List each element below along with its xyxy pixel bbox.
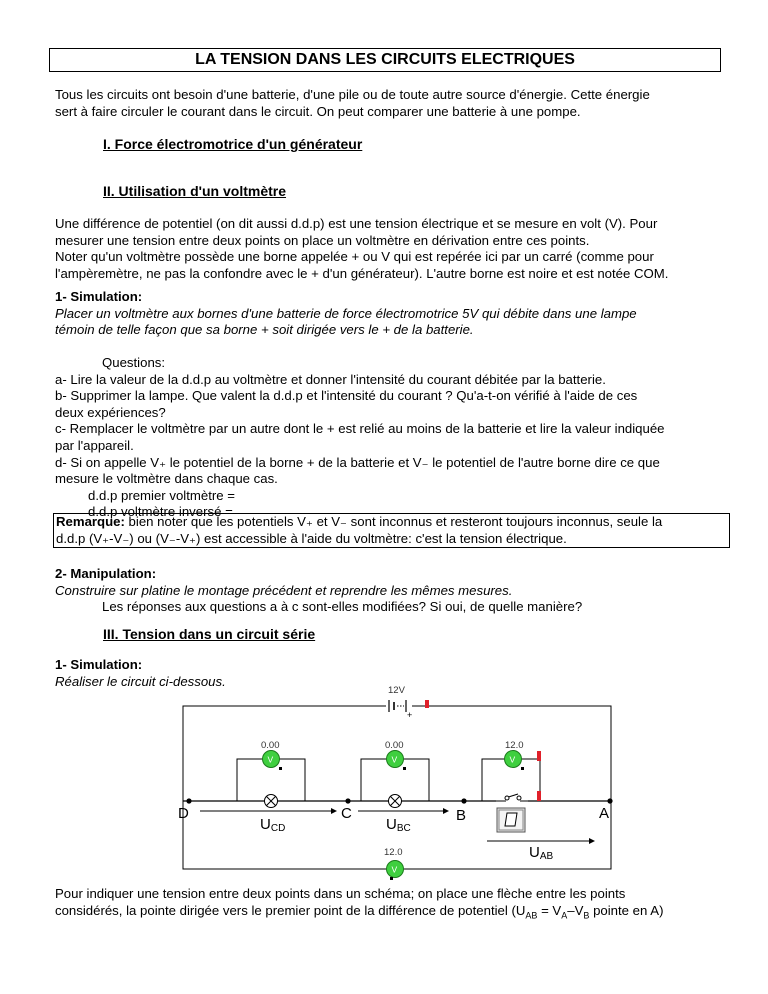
voltmeter-3[interactable] bbox=[505, 751, 525, 771]
remark-box: Remarque: bien noter que les potentiels V₊ et V₋ sont inconnus et resteront toujours inconnus, seule la d.d.p (V₊-V₋) ou (V₋-V₊) est accessible à l'aide du voltmètre: c'est la tension électrique. bbox=[53, 513, 730, 548]
simulation-3: 1- Simulation: Réaliser le circuit ci-dessous. bbox=[55, 657, 226, 689]
section-3-heading: III. Tension dans un circuit série bbox=[103, 626, 316, 642]
section-1-heading: I. Force électromotrice d'un générateur bbox=[103, 136, 363, 152]
questions: Questions: a- Lire la valeur de la d.d.p au voltmètre et donner l'intensité du courant débitée par la batterie. b- Supprimer la lampe. Que valent la d.d.p et l'intensité du courant ? Qu'a-t-on vérifié à l'aide de ces deux expériences? c- Remplacer le voltmètre par un autre dont le + est relié au moins de la batterie et lire la valeur indiquée par l'appareil. d- Si on appelle V₊ le potentiel de la borne + de la batterie et V₋ le potentiel de l'autre borne dire ce que mesure le voltmètre dans chaque cas. d.d.p premier voltmètre = d.d.p voltmètre inversé = bbox=[55, 355, 665, 520]
battery[interactable] bbox=[386, 699, 429, 720]
voltmeter-3-marker bbox=[537, 751, 541, 761]
label-ubc: UBC bbox=[386, 816, 411, 834]
voltmeter-4-reading: 12.0 bbox=[384, 847, 403, 858]
switch[interactable] bbox=[496, 794, 528, 806]
switch-toggle-button[interactable] bbox=[497, 808, 525, 832]
battery-marker bbox=[425, 700, 429, 708]
voltmeter-3-symbol: V bbox=[509, 754, 516, 765]
simulation-1: 1- Simulation: Placer un voltmètre aux bornes d'une batterie de force électromotrice 5V qui débite dans une lampe témoin de telle façon que sa borne + soit dirigée vers le + de la batterie. bbox=[55, 289, 637, 338]
voltmeter-4-symbol: V bbox=[391, 864, 398, 875]
label-ucd: UCD bbox=[260, 816, 286, 834]
manipulation: 2- Manipulation: Construire sur platine le montage précédent et reprendre les mêmes mesures. Les réponses aux questions a à c sont-elles modifiées? Si oui, de quelle manière? bbox=[55, 566, 583, 615]
voltmeter-1[interactable] bbox=[263, 751, 283, 771]
voltmeter-3-reading: 12.0 bbox=[505, 740, 524, 751]
battery-label: 12V bbox=[388, 685, 405, 696]
label-b: B bbox=[456, 807, 467, 824]
node-b bbox=[461, 798, 466, 803]
node-d bbox=[186, 798, 191, 803]
voltmeter-4[interactable] bbox=[387, 861, 404, 881]
node-a bbox=[607, 798, 612, 803]
intro: Tous les circuits ont besoin d'une batterie, d'une pile ou de toute autre source d'énergie. Cette énergie sert à faire circuler le courant dans le circuit. On peut comparer une batterie à une pompe. bbox=[55, 87, 650, 119]
switch-marker bbox=[537, 791, 541, 801]
label-c: C bbox=[341, 805, 352, 822]
battery-plus: + bbox=[407, 710, 413, 720]
section-2-heading: II. Utilisation d'un voltmètre bbox=[103, 183, 287, 199]
voltmeter-1-symbol: V bbox=[267, 754, 274, 765]
node-c bbox=[345, 798, 350, 803]
page-title: LA TENSION DANS LES CIRCUITS ELECTRIQUES bbox=[49, 48, 721, 72]
lamp-2[interactable] bbox=[389, 795, 402, 808]
voltmeter-2-reading: 0.00 bbox=[385, 740, 404, 751]
label-a: A bbox=[599, 805, 610, 822]
voltmeter-2[interactable] bbox=[387, 751, 407, 771]
voltmeter-1-reading: 0.00 bbox=[261, 740, 280, 751]
label-d: D bbox=[178, 805, 189, 822]
label-uab: UAB bbox=[529, 844, 554, 862]
lamp-1[interactable] bbox=[265, 795, 278, 808]
voltmeter-2-symbol: V bbox=[391, 754, 398, 765]
voltmeter-paragraph: Une différence de potentiel (on dit aussi d.d.p) est une tension électrique et se mesure en volt (V). Pour mesurer une tension entre deux points on place un voltmètre en dérivation entre ces points. Noter qu'un voltmètre possède une borne appelée + ou V qui est repérée ici par un carré (comme pour l'ampèremètre, ne pas la confondre avec le + d'un générateur). L'autre borne est noire et est notée COM. bbox=[55, 216, 669, 281]
footer-paragraph: Pour indiquer une tension entre deux points dans un schéma; on place une flèche entre les points considérés, la pointe dirigée vers le premier point de la différence de potentiel ($U_{AB} = V_A-V_B$ pointe en A) bbox=[55, 886, 664, 921]
